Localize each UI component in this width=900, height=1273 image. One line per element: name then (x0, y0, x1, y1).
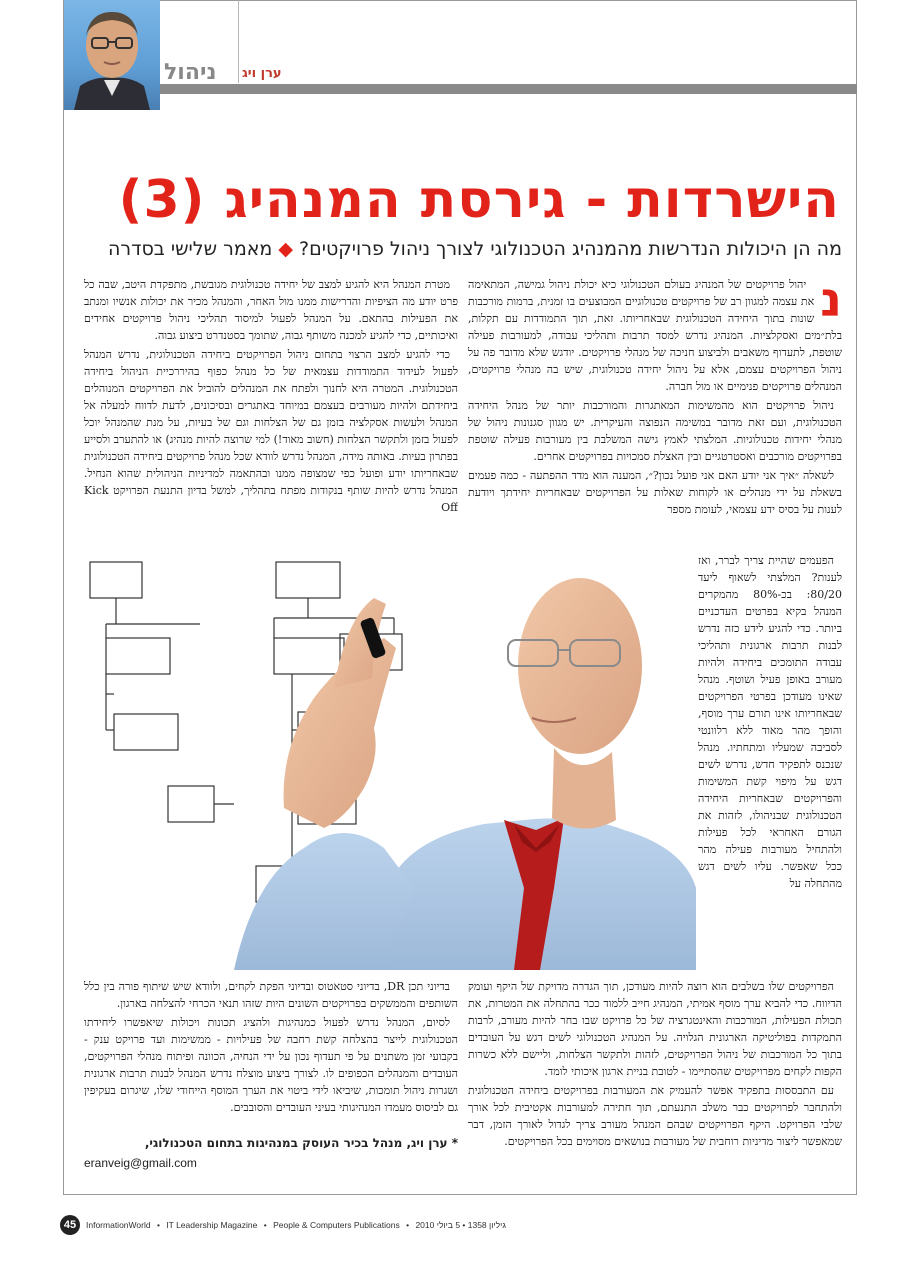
article-headline: הישרדות - גירסת המנהיג (3) (118, 170, 840, 230)
header-band (159, 84, 857, 94)
paragraph: עם התבססות בתפקיד אפשר להעמיק את המעורבות בפרויקטים ביחידה הטכנולוגית ולהתחבר לפרויקטים כבר משלב התנעתם, תוך חתירה למעורבות אקטיבית לכל אורך שלבי הפרויקט. היקף הפרויקטים שבהם המנהל מעורב צריך לגדול לאורך הזמן, דבר שמאפשר ליצור מדיניות רוחבית של מעורבות בנושאים מסוימים בכל הפרויקטים. (468, 1084, 842, 1148)
paragraph: כדי להגיע למצב הרצוי בתחום ניהול הפרויקטים ביחידה הטכנולוגית, נדרש המנהל לפעול לעידוד התמודדות עצמאית של כל מנהל כפוף בהיררכיית הניהול ביחידה הטכנולוגית. המטרה היא לחנוך ולפתח את המנהלים להוביל את הפרויקטים המנוהלים ביחידתם ולהיות מעורבים בעצמם במיוחד באתגרים ובסיכונים, לדעת לדווח למעלה אל המנהל ולעשות אסקלציה בזמן גם של הצלחות וגם של בעיות, על מנת שהמנהל יוכל לפעול בזמן ולתקשר הצלחות (חשוב מאוד!) למי שרוצה להיות מנהיג) או להתערב ולסייע בפתרון בעיות. באותה מידה, המנהל נדרש לוודא שכל מנהל פרויקטים ביחידה הטכנולוגית שבאחריותו יודע ופועל כפי שמצופה ממנו ובהתאמה למדיניות הניהולית שהוא הנחיל. המנהל נדרש להיות שותף בנקודות מפתח בתהליך, למשל בדיון התנעת הפרויקט Kick Off (84, 348, 458, 514)
subtitle-series: מאמר שלישי בסדרה (107, 238, 273, 260)
bullet-icon: • (263, 1220, 267, 1230)
frame-right-border (856, 0, 857, 1195)
paragraph: לשאלה ״איך אני יודע האם אני פועל נכון?״, המענה הוא מדד ההפתעה - כמה פעמים בשאלת על ידי מנהלים או לקוחות שאלות על הפרויקטים שבאחריות יחידתך ויודעת לענות על בסיס ידע עצמאי, לעומת מספר (468, 469, 842, 516)
paragraph: בדיוני תכן DR, בדיוני סטאטוס ובדיוני הפקת לקחים, ולוודא שיש שיתוף פורה בין כלל השותפים והממשקים בפרויקטים השונים היות שזהו תנאי הכרחי להצלחה בארגון. (84, 980, 458, 1010)
footer-publisher: People & Computers Publications (273, 1220, 400, 1230)
bullet-icon: • (156, 1220, 160, 1230)
column-left-top (84, 276, 458, 544)
bullet-icon: • (406, 1220, 410, 1230)
paragraph: לסיום, המנהל נדרש לפעול כמנהיגות ולהציג תכונות ויכולות שיאפשרו ליחידתו הטכנולוגית לייצר בהצלחה קשת רחבה של פעילויות - ממשימות ועד פרויקט ענק - בקבועי זמן משתנים על פי תעדוף נכון על ידי הנחיה, הכוונה ופיתוח מנהלי הפרויקטים, העובדים והמנהלים הכפופים לו. לצורך ביצוע מוצלח נדרש המנהל לבנות תרבות ארגונית ושגרות ניהול תומכות, שיביאו לידי ביטוי את הערך המוסף הייחודי שלו, שיגרום בעקיפין גם לביסוס מעמדו המנהיגותי בעיני העובדים והסובבים. (84, 1016, 458, 1114)
paragraph: מטרת המנהל היא להגיע למצב של יחידה טכנולוגית מגובשת, מתפקדת היטב, שבה כל פרט יודע מה הציפיות והדרישות ממנו מול האחר, והמנהל מכיר את יכולות אנשיו ומנתב את הפעילות בהתאם. על המנהל לפעול למיסוד תהליכי ניהול פרויקטים אחידים ואיכותיים, כדי להגיע למכנה משותף גבוה, שתומך בסטנדרט ביצוע גבוה. (84, 278, 458, 342)
article-illustration (84, 548, 696, 970)
column-left-bottom (84, 978, 458, 1126)
diamond-icon: ◆ (278, 238, 293, 260)
frame-left-border (63, 0, 64, 1195)
column-narrow (698, 552, 842, 978)
footer-publication: InformationWorld (86, 1220, 151, 1230)
author-photo (64, 0, 160, 110)
section-label: ניהול (164, 60, 217, 85)
author-email[interactable]: eranveig@gmail.com (84, 1156, 197, 1170)
paragraph: הפעמים שהיית צריך לברר, ואז לענות? המלצתי לשאוף ליעד 80/20: בכ-80% מהמקרים המנהל בקיא בפרטים העדכניים ביותר. כדי להגיע לידע כזה נדרש לבנות תרבות ארגונית ותהליכי עבודה התומכים ביחידה ולהיות מעורב באופן פעיל ושוטף. מנהל שאינו מעודכן בפרטי הפרויקטים שבאחריותו אינו תורם ערך מוסף, והופך מהר מאוד ללא רלוונטי לסביבה שמעליו ומתחתיו. מנהל שנכנס לתפקיד חדש, נדרש לשים דגש על מיפוי קשת המשימות והפרויקטים שבאחריות היחידה הטכנולוגית שבניהולו, לזהות את הגורם האחראי לכל פעילות ולהתחיל מעורבות פעילה מהר ככל שאפשר. עליו לשים דגש מהתחלה על (698, 554, 842, 890)
article-subtitle (80, 238, 842, 260)
page-number: 45 (60, 1215, 80, 1235)
author-byline: * ערן ויג, מנהל בכיר העוסק במנהיגות בתחום הטכנולוגי, (144, 1136, 458, 1150)
frame-bottom-border (63, 1194, 857, 1195)
drop-cap: נ (820, 276, 842, 328)
header-divider (238, 0, 239, 83)
footer-magazine: IT Leadership Magazine (166, 1220, 258, 1230)
paragraph: יהול פרויקטים של המנהיג בעולם הטכנולוגי כיא יכולת ניהול גמישה, המתאימה את עצמה למגוון רב של פרויקטים טכנולוגיים המבוצעים בו זמנית, ברמות מורכבות שונות בתוך היחידה הטכנולוגית שבאחריותו. זאת, תוך התמודדות עם תקלות, בלת״מים ואסקלציות. המנהיג נדרש למסד תרבות ותהליכי עבודה, למעורבות פעילה שוטפת, לתעדוף משאבים ולביצוע חניכה של מנהלי פרויקטים. יודגש שלא מדובר פה על ניהול הפרויקטים עצמם, אלא על ניהול יחידה טכנולוגית, שיש בה מנהלי פרויקטים, המנהלים פרויקטים פנימיים או מול חברה. (468, 278, 842, 393)
paragraph: ניהול פרויקטים הוא מהמשימות המאתגרות והמורכבות יותר של מנהל היחידה הטכנולוגית, ועם זאת מדובר במשימה הנפוצה והעיקרית. יש מגוון סגנונות ניהול של מנהלי יחידות טכנולוגיות. המלצתי לאמץ גישה המשלבת בין מעורבות פעילה שוטפת בפרויקטים מורכבים ואסטרטגיים ובין האצלת סמכויות בפרויקטים אחרים. (468, 399, 842, 463)
frame-top-border (63, 0, 857, 1)
page-footer (60, 1215, 860, 1239)
paragraph: הפרויקטים שלו בשלבים הוא רוצה להיות מעודכן, תוך הגדרה מדויקת של היקף ועומק הדיווח. כדי להביא ערך מוסף אמיתי, המנהיג חייב ללמוד ככר בהתחלה את המטרות, את תכולת הפעילות, המורכבות והאינטגרציה של כל פרויקט שבו בחר להיות מעורב, לרבות התמקדות בפוליטיקה הארגונית הגלויה. על המנהיג הטכנולוגי לשים דגש על העובדים בתוך כל המורכבות של ניהול הפרויקטים, לזהות ולתקשר הצלחות, וליישם ללא כשרות הקפות לקחים מפרויקטים שהסתיימו - לטובת בניית ארגון איכותי לומד. (468, 980, 842, 1078)
footer-text (86, 1220, 506, 1230)
column-right-bottom (468, 978, 842, 1174)
column-right-top (468, 276, 842, 552)
header-author: ערן ויג (242, 66, 282, 81)
subtitle-main: מה הן היכולות הנדרשות מהמנהיג הטכנולוגי לצורך ניהול פרויקטים? (299, 238, 842, 260)
footer-issue: גיליון 1358 • 5 ביולי 2010 (415, 1220, 506, 1230)
